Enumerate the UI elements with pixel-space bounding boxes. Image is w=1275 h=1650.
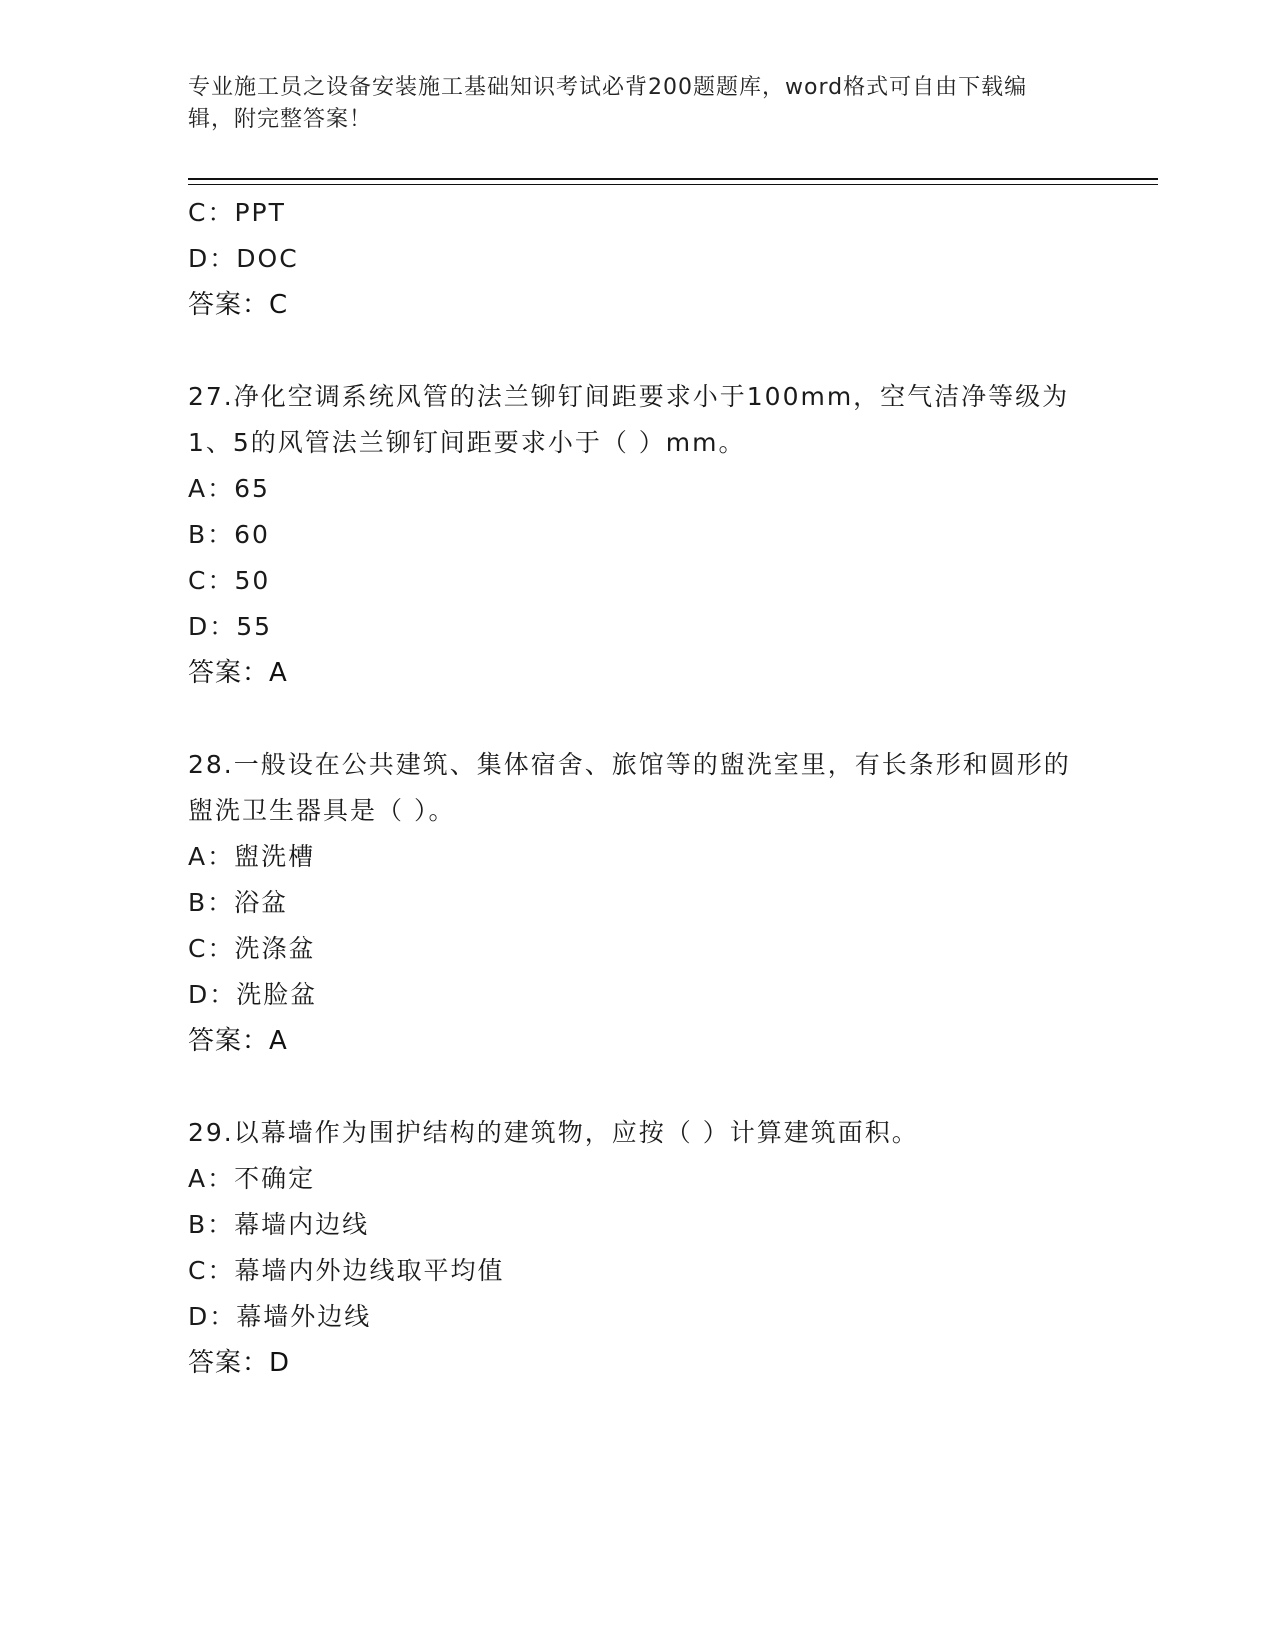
carryover-block	[188, 190, 1088, 328]
answer-line: 答案：A	[188, 658, 288, 688]
option-line	[188, 466, 1088, 512]
question-27	[188, 374, 1088, 696]
option-text: PPT	[234, 198, 286, 227]
option-text: 50	[234, 566, 271, 595]
option-line	[188, 834, 1088, 880]
option-letter: B：	[188, 888, 235, 917]
header-divider-thin	[188, 184, 1158, 185]
question-29	[188, 1110, 1088, 1386]
option-text: 不确定	[234, 1164, 316, 1193]
option-letter: A：	[188, 1164, 235, 1193]
option-text: 盥洗槽	[234, 842, 316, 871]
option-line	[188, 1248, 1088, 1294]
option-text: 60	[234, 520, 270, 549]
option-text: 幕墙内外边线取平均值	[234, 1256, 505, 1285]
question-content	[188, 190, 1088, 1386]
option-text: 幕墙外边线	[236, 1302, 372, 1331]
option-text: 洗涤盆	[234, 934, 316, 963]
option-text: 洗脸盆	[236, 980, 318, 1009]
answer-line: 答案：A	[188, 1026, 288, 1056]
answer-line: 答案：C	[188, 290, 289, 320]
option-letter: D：	[188, 612, 237, 641]
option-letter: A：	[188, 474, 235, 503]
option-text: 浴盆	[234, 888, 289, 917]
option-line	[188, 972, 1088, 1018]
option-letter: C：	[188, 198, 235, 227]
document-header: 专业施工员之设备安装施工基础知识考试必背200题题库，word格式可自由下载编辑，附完整答案！	[188, 75, 1028, 132]
question-stem: 28.一般设在公共建筑、集体宿舍、旅馆等的盥洗室里，有长条形和圆形的盥洗卫生器具是（ ）。	[188, 750, 1071, 825]
question-28	[188, 742, 1088, 1064]
spacer	[188, 696, 1088, 742]
option-letter: D：	[188, 244, 237, 273]
option-line	[188, 190, 1088, 236]
option-letter: C：	[188, 566, 235, 595]
option-letter: B：	[188, 1210, 235, 1239]
option-letter: A：	[188, 842, 235, 871]
question-stem: 27.净化空调系统风管的法兰铆钉间距要求小于100mm，空气洁净等级为1、5的风管法兰铆钉间距要求小于（ ）mm。	[188, 382, 1070, 457]
option-line	[188, 1156, 1088, 1202]
spacer	[188, 1064, 1088, 1110]
option-letter: C：	[188, 1256, 235, 1285]
option-line	[188, 512, 1088, 558]
header-divider-thick	[188, 178, 1158, 180]
option-line	[188, 604, 1088, 650]
answer-line: 答案：D	[188, 1348, 291, 1378]
option-text: 65	[234, 474, 270, 503]
option-text: DOC	[236, 244, 299, 273]
option-line	[188, 1202, 1088, 1248]
option-line	[188, 1294, 1088, 1340]
spacer	[188, 328, 1088, 374]
option-text: 幕墙内边线	[234, 1210, 370, 1239]
option-letter: C：	[188, 934, 235, 963]
option-line	[188, 558, 1088, 604]
option-text: 55	[236, 612, 273, 641]
question-stem: 29.以幕墙作为围护结构的建筑物，应按（ ）计算建筑面积。	[188, 1118, 919, 1147]
option-letter: D：	[188, 980, 237, 1009]
option-line	[188, 880, 1088, 926]
option-letter: B：	[188, 520, 235, 549]
option-line	[188, 236, 1088, 282]
option-letter: D：	[188, 1302, 237, 1331]
option-line	[188, 926, 1088, 972]
